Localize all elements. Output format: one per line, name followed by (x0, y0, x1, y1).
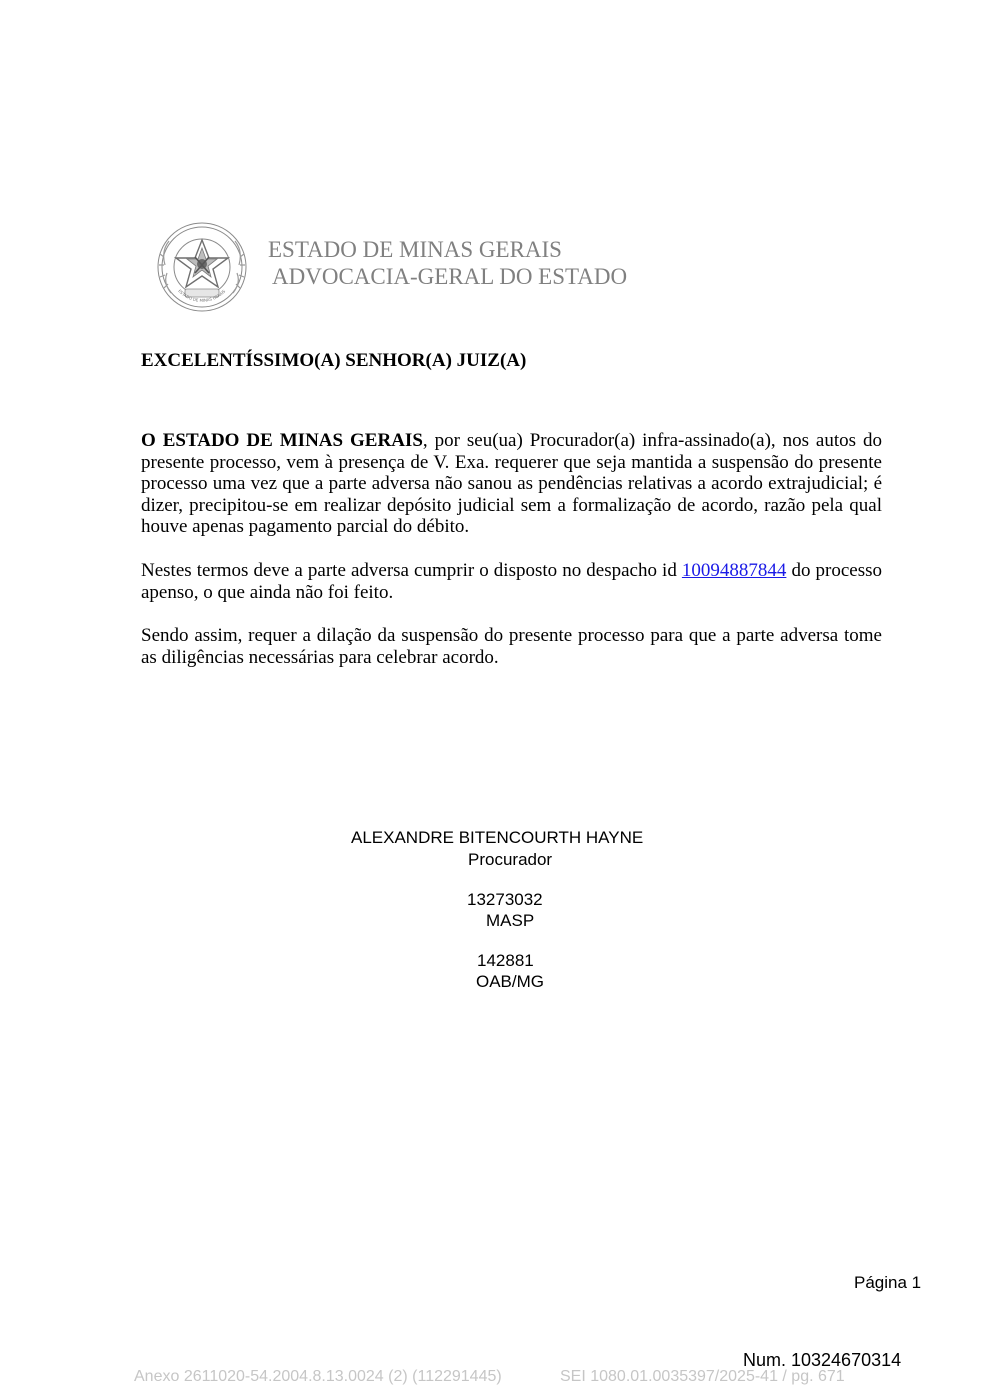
annex-watermark: Anexo 2611020-54.2004.8.13.0024 (2) (112291445) (134, 1368, 502, 1385)
document-number: Num. 10324670314 (743, 1350, 902, 1370)
paragraph-terms-text-before: Nestes termos deve a parte adversa cumprir o disposto no despacho id (141, 560, 682, 581)
oab-label: OAB/MG (476, 972, 545, 991)
sei-watermark: SEI 1080.01.0035397/2025-41 / pg. 671 (560, 1368, 845, 1385)
paragraph-terms (141, 560, 882, 603)
masp-number: 13273032 (467, 890, 543, 909)
paragraph-terms-text-after: do processo apenso, o que ainda não foi feito. (141, 560, 882, 603)
despacho-id-link[interactable]: 10094887844 (681, 560, 787, 581)
signatory-role: Procurador (468, 850, 553, 869)
paragraph-request-text: , por seu(ua) Procurador(a) infra-assinado(a), nos autos do presente processo, vem à presença de V. Exa. requerer que seja mantida a suspensão do presente processo uma vez que a parte adversa não sanou as pendências relativas a acordo extrajudicial; é dizer, precipitou-se em realizar depósito judicial sem a formalização de acordo, razão pela qual houve apenas pagamento parcial do débito. (141, 430, 882, 537)
paragraph-conclusion: Sendo assim, requer a dilação da suspensão do presente processo para que a parte adversa tome as diligências necessárias para celebrar acordo. (141, 625, 882, 668)
masp-label: MASP (486, 911, 535, 930)
header-org-line-2: ADVOCACIA-GERAL DO ESTADO (272, 264, 628, 289)
paragraph-request (141, 430, 882, 538)
paragraph-request-party: O ESTADO DE MINAS GERAIS (141, 430, 423, 451)
oab-number: 142881 (477, 951, 534, 970)
page-number: Página 1 (854, 1273, 922, 1292)
svg-text:ESTADO DE MINAS GERAIS: ESTADO DE MINAS GERAIS (177, 288, 227, 303)
minas-gerais-coat-of-arms-icon (155, 221, 249, 313)
header-org-line-1: ESTADO DE MINAS GERAIS (268, 237, 562, 262)
salutation: EXCELENTÍSSIMO(A) SENHOR(A) JUIZ(A) (141, 350, 527, 371)
signatory-name: ALEXANDRE BITENCOURTH HAYNE (351, 828, 644, 847)
